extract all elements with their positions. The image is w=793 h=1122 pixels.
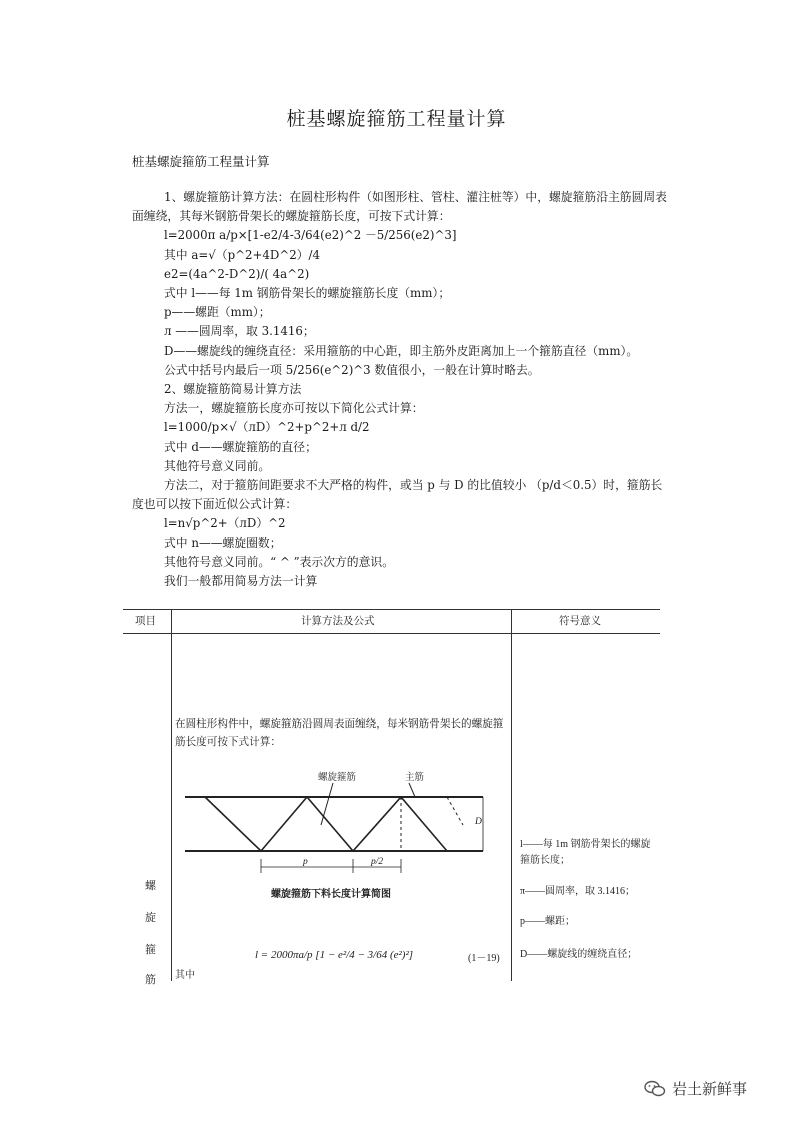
spiral-line: [205, 797, 447, 851]
page-title: 桩基螺旋箍筋工程量计算: [286, 108, 507, 130]
scanned-table: [123, 609, 660, 986]
scan-paragraph: 在圆柱形构件中，螺旋箍筋沿圆周表面缠绕，每米钢筋骨架长的螺旋箍筋长度可按下式计算：: [175, 719, 504, 748]
label-main: 主筋: [405, 773, 425, 783]
row-label-char: 螺: [145, 880, 156, 892]
header-symbol: 符号意义: [559, 616, 601, 627]
def-pi: л ——圆周率，取 3.1416；: [164, 324, 315, 339]
method-two-other: 其他符号意义同前。“ ^ ”表示次方的意识。: [164, 554, 394, 569]
spiral-leader: [321, 783, 333, 825]
symbol-pi: π——圆周率，取 3.1416；: [520, 886, 636, 897]
table-col-divider-2: [511, 609, 512, 981]
label-p: p: [303, 857, 308, 867]
spiral-diagram: [183, 767, 493, 879]
row-label-char: 箍: [145, 944, 156, 956]
formula-1: l=2000π a/p×[1-e2/4-3/64(e2)^2 －5/256(e2)^3]: [164, 228, 457, 243]
symbol-p: p——螺距；: [520, 916, 575, 927]
label-D: D: [475, 817, 482, 827]
heading-simple: 2、螺旋箍筋简易计算方法: [164, 382, 302, 397]
symbol-D: D——螺旋线的缠绕直径；: [520, 949, 638, 960]
method-one-def: 式中 d——螺旋箍筋的直径；: [164, 439, 317, 454]
conclusion: 我们一般都用简易方法一计算: [164, 574, 318, 589]
note-omit: 公式中括号内最后一项 5/256(e^2)^3 数值很小，一般在计算时略去。: [164, 362, 540, 377]
header-item: 项目: [135, 616, 156, 627]
formula-number: (1－19): [468, 953, 500, 964]
table-top-rule: [123, 609, 660, 610]
spiral-dashed-2: [447, 797, 463, 825]
wechat-icon: [644, 1080, 666, 1098]
para-method-1: 1、螺旋箍筋计算方法：在圆柱形构件（如图形柱、管柱、灌注桩等）中，螺旋箍筋沿主筋圆周表面缠绕，其每米钢筋骨架长的螺旋箍筋长度，可按下式计算：: [132, 190, 667, 224]
label-p2: p/2: [371, 857, 384, 867]
label-spiral: 螺旋箍筋: [318, 773, 357, 783]
method-one: 方法一，螺旋箍筋长度亦可按以下简化公式计算：: [164, 401, 424, 416]
method-one-formula: l=1000/p×√（лD）^2+p^2+л d/2: [164, 420, 370, 435]
def-l: 式中 l——每 1m 钢筋骨架长的螺旋箍筋长度（mm）；: [164, 286, 451, 301]
formula-2: 其中 a=√（p^2+4D^2）/4: [164, 247, 321, 262]
row-label-char: 筋: [145, 974, 156, 986]
qizhong-label: 其中: [175, 970, 195, 981]
symbol-l: l——每 1m 钢筋骨架长的螺旋箍筋长度；: [520, 839, 651, 866]
main-leader: [409, 783, 415, 797]
formula-3: e2=(4a^2-D^2)/( 4a^2): [164, 266, 310, 281]
method-two-def: 式中 n——螺旋圈数；: [164, 535, 282, 550]
def-p: p——螺距（mm）；: [164, 305, 271, 320]
def-D: D——螺旋线的缠绕直径：采用箍筋的中心距，即主筋外皮距离加上一个箍筋直径（mm）。: [164, 343, 639, 358]
method-two-formula: l=n√p^2+（лD）^2: [164, 516, 286, 531]
diagram-caption: 螺旋箍筋下料长度计算简图: [271, 889, 391, 900]
subtitle: 桩基螺旋箍筋工程量计算: [132, 154, 270, 169]
method-two: 方法二，对于箍筋间距要求不大严格的构件，或当 p 与 D 的比值较小 （p/d＜0.5）时，箍筋长度也可以按下面近似公式计算：: [132, 478, 663, 512]
scan-formula: l = 2000πa/p [1 − e²/4 − 3/64 (e²)²]: [255, 949, 414, 961]
header-formula: 计算方法及公式: [301, 616, 375, 627]
table-header-rule: [123, 633, 660, 634]
row-label-char: 旋: [145, 912, 156, 924]
method-one-other: 其他符号意义同前。: [164, 458, 271, 473]
brand-watermark: [644, 1078, 747, 1099]
table-col-divider-1: [171, 609, 172, 981]
brand-name: 岩土新鲜事: [672, 1080, 748, 1098]
article-body: [132, 188, 672, 591]
